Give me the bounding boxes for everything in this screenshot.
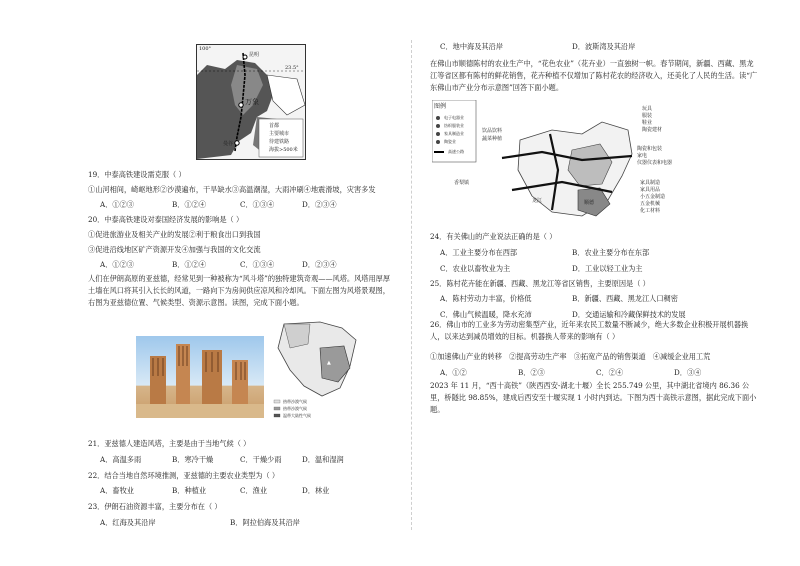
map-label-kunming: 昆明 <box>249 52 260 58</box>
label-appliances: 家电 <box>637 153 648 159</box>
q26-option-b[interactable]: B．②③ <box>518 368 545 377</box>
q26-sub: ①加速佛山产业的转移 ②提高劳动生产率 ③拓宽产品的销售渠道 ④减缓企业用工荒 <box>430 352 711 361</box>
legend-elevation: 海拔>500米 <box>269 147 298 153</box>
legend-capital: 首都 <box>269 123 280 129</box>
q22-stem: 22．结合当地自然环境推测，亚兹德的主要农业类型为（ ） <box>88 471 280 480</box>
q25-option-a[interactable]: A．陈村劳动力丰富，价格低 <box>440 294 532 303</box>
label-ceramic-packaging: 陶瓷和包装 <box>637 146 663 152</box>
legend-railway: 待建铁路 <box>269 139 290 145</box>
foshan-legend-electronics: 电子电器业 <box>444 115 464 120</box>
q21-option-b[interactable]: B．寒冷干燥 <box>172 455 214 464</box>
q19-option-b[interactable]: B．①②④ <box>172 200 207 209</box>
q26-stem: 26．佛山市的工业多为劳动密集型产业，近年来农民工数量不断减少，绝大多数企业积极开展机器换人，以来达到减员增效的目标。机器换人带来的影响有（ ） <box>430 320 749 341</box>
label-machinery: 五金机械 <box>640 201 661 207</box>
q23-option-d[interactable]: D．波斯湾及其沿岸 <box>572 42 636 51</box>
map-label-longitude: 100° <box>199 46 212 52</box>
iran-legend-3: 温带大陆性气候 <box>283 413 311 418</box>
label-chemicals: 化工材料 <box>640 208 661 214</box>
q22-option-d[interactable]: D．林业 <box>302 486 330 495</box>
label-furniture-goods: 家具用品 <box>640 187 661 193</box>
q25-option-b[interactable]: B．新疆、西藏、黑龙江人口稠密 <box>572 294 678 303</box>
iran-legend-1: 热带沙漠气候 <box>283 399 307 404</box>
q23-stem: 23．伊朗石油资源丰富，主要分布在（ ） <box>88 502 222 511</box>
q19-sub: ①山河相间，崎岖地形②沙漠遍布，干旱缺水③高温潮湿，大雨冲刷④地震滑坡，灾害多发 <box>88 185 376 194</box>
foshan-intro: 在佛山市顺德陈村的农业生产中，“花色农业”（花卉业）一直独树一帜。春节期间，新疆、西藏、黑龙江等省区都有陈村的鲜花销售，花卉种植不仅增加了陈村花农的经济收入，还美化了人民的生活。读“广东佛山市产业分布示意图”回答下面小题。 <box>430 59 758 92</box>
q22-option-b[interactable]: B．种植业 <box>172 486 207 495</box>
wind-tower-graphic <box>136 336 264 418</box>
label-xiangli-town: 香梨镇 <box>454 180 470 186</box>
q25-option-c[interactable]: C．佛山气候温暖，降水充沛 <box>440 310 532 319</box>
svg-text:▲: ▲ <box>327 360 331 366</box>
column-divider <box>411 40 412 530</box>
foshan-legend-textile: 纺织服装业 <box>444 123 464 128</box>
label-toys: 玩具 <box>642 106 653 112</box>
q24-option-d[interactable]: D．工业以轻工业为主 <box>572 264 643 273</box>
q20-option-a[interactable]: A．①②③ <box>100 260 134 269</box>
q19-option-a[interactable]: A．①②③ <box>100 200 134 209</box>
label-clothing: 服装 <box>642 113 653 119</box>
label-shunde: 顺德 <box>584 200 595 206</box>
foshan-legend-highway: 高速公路 <box>448 149 464 154</box>
q21-option-a[interactable]: A．高温多雨 <box>100 455 142 464</box>
q24-option-c[interactable]: C．农业以畜牧业为主 <box>440 264 511 273</box>
q20-sub2: ③促进沿线地区矿产资源开发④加强与我国的文化交流 <box>88 245 261 254</box>
q26-option-a[interactable]: A．①② <box>440 368 467 377</box>
q20-stem: 20．中泰高铁建设对泰国经济发展的影响是（ ） <box>88 215 244 224</box>
q21-option-c[interactable]: C．干燥少雨 <box>240 455 282 464</box>
q23-option-b[interactable]: B．阿拉伯海及其沿岸 <box>230 518 300 527</box>
q20-option-c[interactable]: C．①③④ <box>240 260 275 269</box>
map-label-vientiane: 万象 <box>245 98 259 106</box>
q23-option-c[interactable]: C．地中海及其沿岸 <box>440 42 504 51</box>
q19-option-c[interactable]: C．①③④ <box>240 200 275 209</box>
q22-option-a[interactable]: A．畜牧业 <box>100 486 134 495</box>
china-thailand-railway-map <box>196 44 306 160</box>
q26-option-d[interactable]: D．③④ <box>674 368 702 377</box>
q24-option-b[interactable]: B．农业主要分布在东部 <box>572 248 650 257</box>
q23-option-a[interactable]: A．红海及其沿岸 <box>100 518 156 527</box>
label-furniture-making: 家具制造 <box>640 180 661 186</box>
map-label-bangkok: 曼谷 <box>223 141 234 147</box>
q26-option-c[interactable]: C．②④ <box>596 368 624 377</box>
q21-option-d[interactable]: D．温和湿润 <box>302 455 344 464</box>
windtower-intro: 人们在伊朗高原的亚兹德，经常见到一种被称为“风斗塔”的独特建筑奇观——风塔。风塔用厚厚土墙在风口将其引入长长的风道，一路向下为房间供应凉风和冷却风。下面左图为风塔景观图，右图为亚兹德位置、气候类型、资源示意图。读图，完成下面小题。 <box>88 274 391 307</box>
iran-legend-2: 热带沙漠气候 <box>283 406 307 411</box>
legend-city: 主要城市 <box>269 131 290 137</box>
label-longjiang: 龙江 <box>532 198 543 204</box>
q20-option-b[interactable]: B．①②④ <box>172 260 207 269</box>
q20-sub1: ①促进旅游业及相关产业的发展②利于粮食出口到我国 <box>88 230 261 239</box>
q24-option-a[interactable]: A．工业主要分布在西部 <box>440 248 518 257</box>
q25-option-d[interactable]: D．交通运输和冷藏保鲜技术的发展 <box>572 310 686 319</box>
q19-option-d[interactable]: D．②③④ <box>302 200 337 209</box>
label-beverage: 饮品饮料 <box>482 128 503 134</box>
q21-stem: 21．亚兹德人建造风塔，主要是由于当地气候（ ） <box>88 439 251 448</box>
map-label-latitude: 23.5° <box>285 65 299 71</box>
q24-stem: 24．有关佛山的产业说法正确的是（ ） <box>430 232 557 241</box>
xishi-railway-intro: 2023 年 11 月，“西十高铁”（陕西西安-湖北十堰）全长 255.749 公里，其中湖北省境内 86.36 公里，桥隧比 98.85%，建成后西安至十堰实现 1 小时内到达。下图为西十高铁示意图，据此完成下面小题。 <box>430 381 757 414</box>
label-vegetable: 蔬菜种植 <box>482 136 503 142</box>
foshan-industry-map <box>432 100 692 222</box>
label-hardware: 小五金制造 <box>640 194 666 200</box>
q20-option-d[interactable]: D．②③④ <box>302 260 337 269</box>
label-shoes: 鞋业 <box>642 120 653 126</box>
foshan-legend-title: 图例 <box>434 103 447 110</box>
q25-stem: 25．陈村花卉能在新疆、西藏、黑龙江等省区销售，主要原因是（ ） <box>430 279 650 288</box>
foshan-legend-ceramics: 陶瓷业 <box>444 139 456 144</box>
wind-tower-photo <box>136 336 264 418</box>
q22-option-c[interactable]: C．渔业 <box>240 486 268 495</box>
q19-stem: 19．中泰高铁建设需克服（ ） <box>88 170 186 179</box>
foshan-legend-furniture: 家具制造业 <box>444 131 464 136</box>
label-ceramic-materials: 陶瓷建材 <box>642 127 663 133</box>
iran-climate-map <box>270 318 362 422</box>
label-instruments: 仪器仪表和电器 <box>637 160 673 166</box>
